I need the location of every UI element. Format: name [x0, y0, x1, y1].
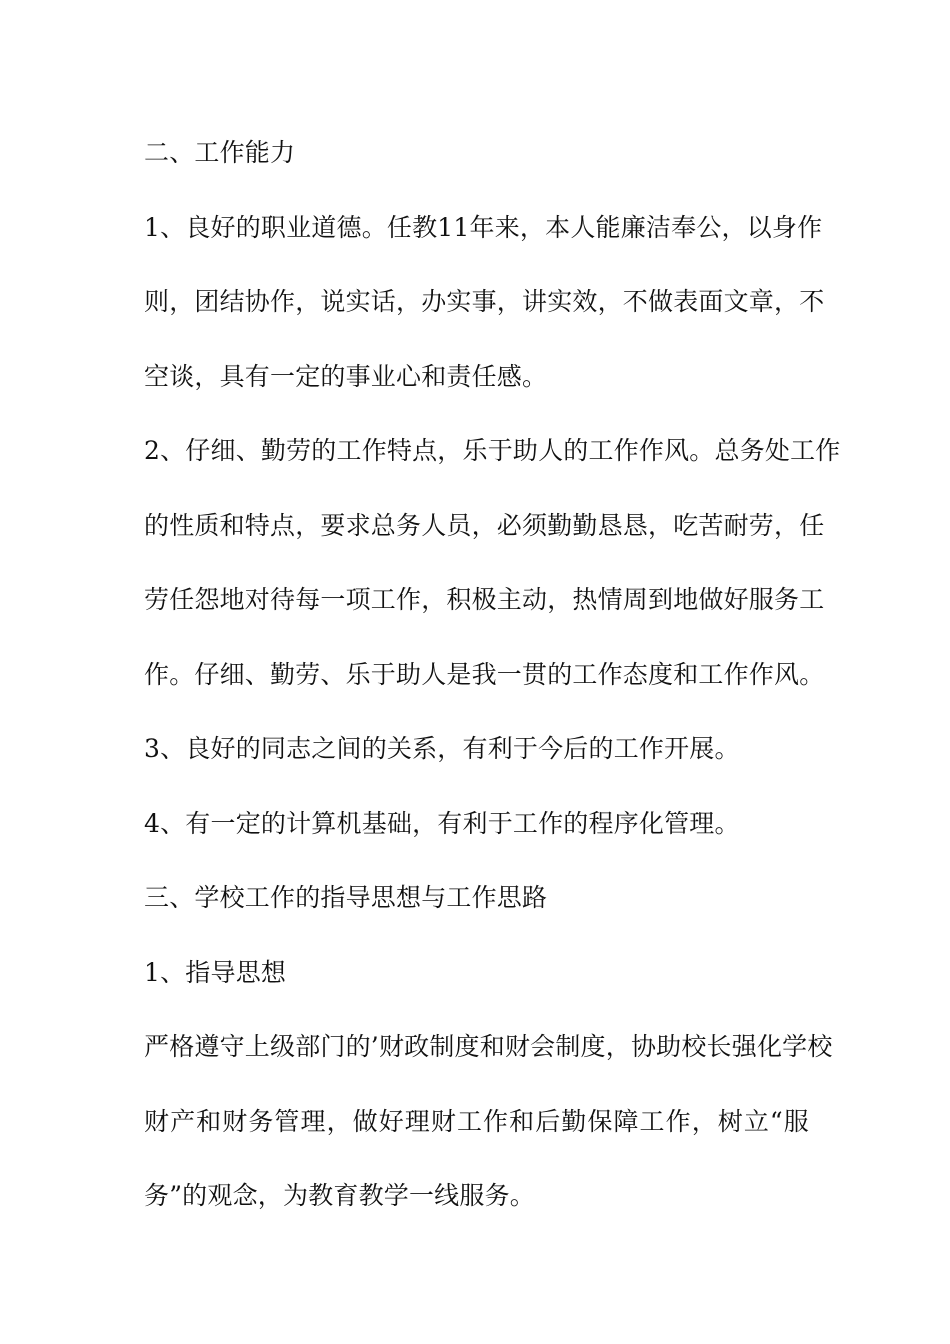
subsection-heading: 1、指导思想 — [144, 957, 287, 987]
paragraph-line: 作。仔细、勤劳、乐于助人是我一贯的工作态度和工作作风。 — [144, 659, 825, 689]
paragraph-line: 劳任怨地对待每一项工作，积极主动，热情周到地做好服务工 — [144, 585, 825, 614]
paragraph-line: 则，团结协作，说实话，办实事，讲实效，不做表面文章，不 — [144, 287, 825, 316]
paragraph-line: 4、有一定的计算机基础，有利于工作的程序化管理。 — [144, 808, 740, 838]
paragraph-line: 务”的观念，为教育教学一线服务。 — [144, 1181, 535, 1210]
section-heading-work-ability: 二、工作能力 — [144, 138, 296, 167]
paragraph-line: 财产和财务管理，做好理财工作和后勤保障工作，树立“服 — [144, 1106, 809, 1136]
section-heading-guiding-ideas: 三、学校工作的指导思想与工作思路 — [144, 883, 548, 912]
paragraph-line: 1、良好的职业道德。任教11年来，本人能廉洁奉公，以身作 — [144, 212, 823, 242]
paragraph-line: 严格遵守上级部门的’财政制度和财会制度，协助校长强化学校 — [144, 1032, 833, 1061]
paragraph-line: 空谈，具有一定的事业心和责任感。 — [144, 361, 548, 391]
paragraph-line: 3、良好的同志之间的关系，有利于今后的工作开展。 — [144, 734, 740, 763]
document-body — [144, 130, 841, 1248]
paragraph-line: 2、仔细、勤劳的工作特点，乐于助人的工作作风。总务处工作 — [144, 436, 841, 465]
paragraph-line: 的性质和特点，要求总务人员，必须勤勤恳恳，吃苦耐劳，任 — [144, 510, 825, 540]
